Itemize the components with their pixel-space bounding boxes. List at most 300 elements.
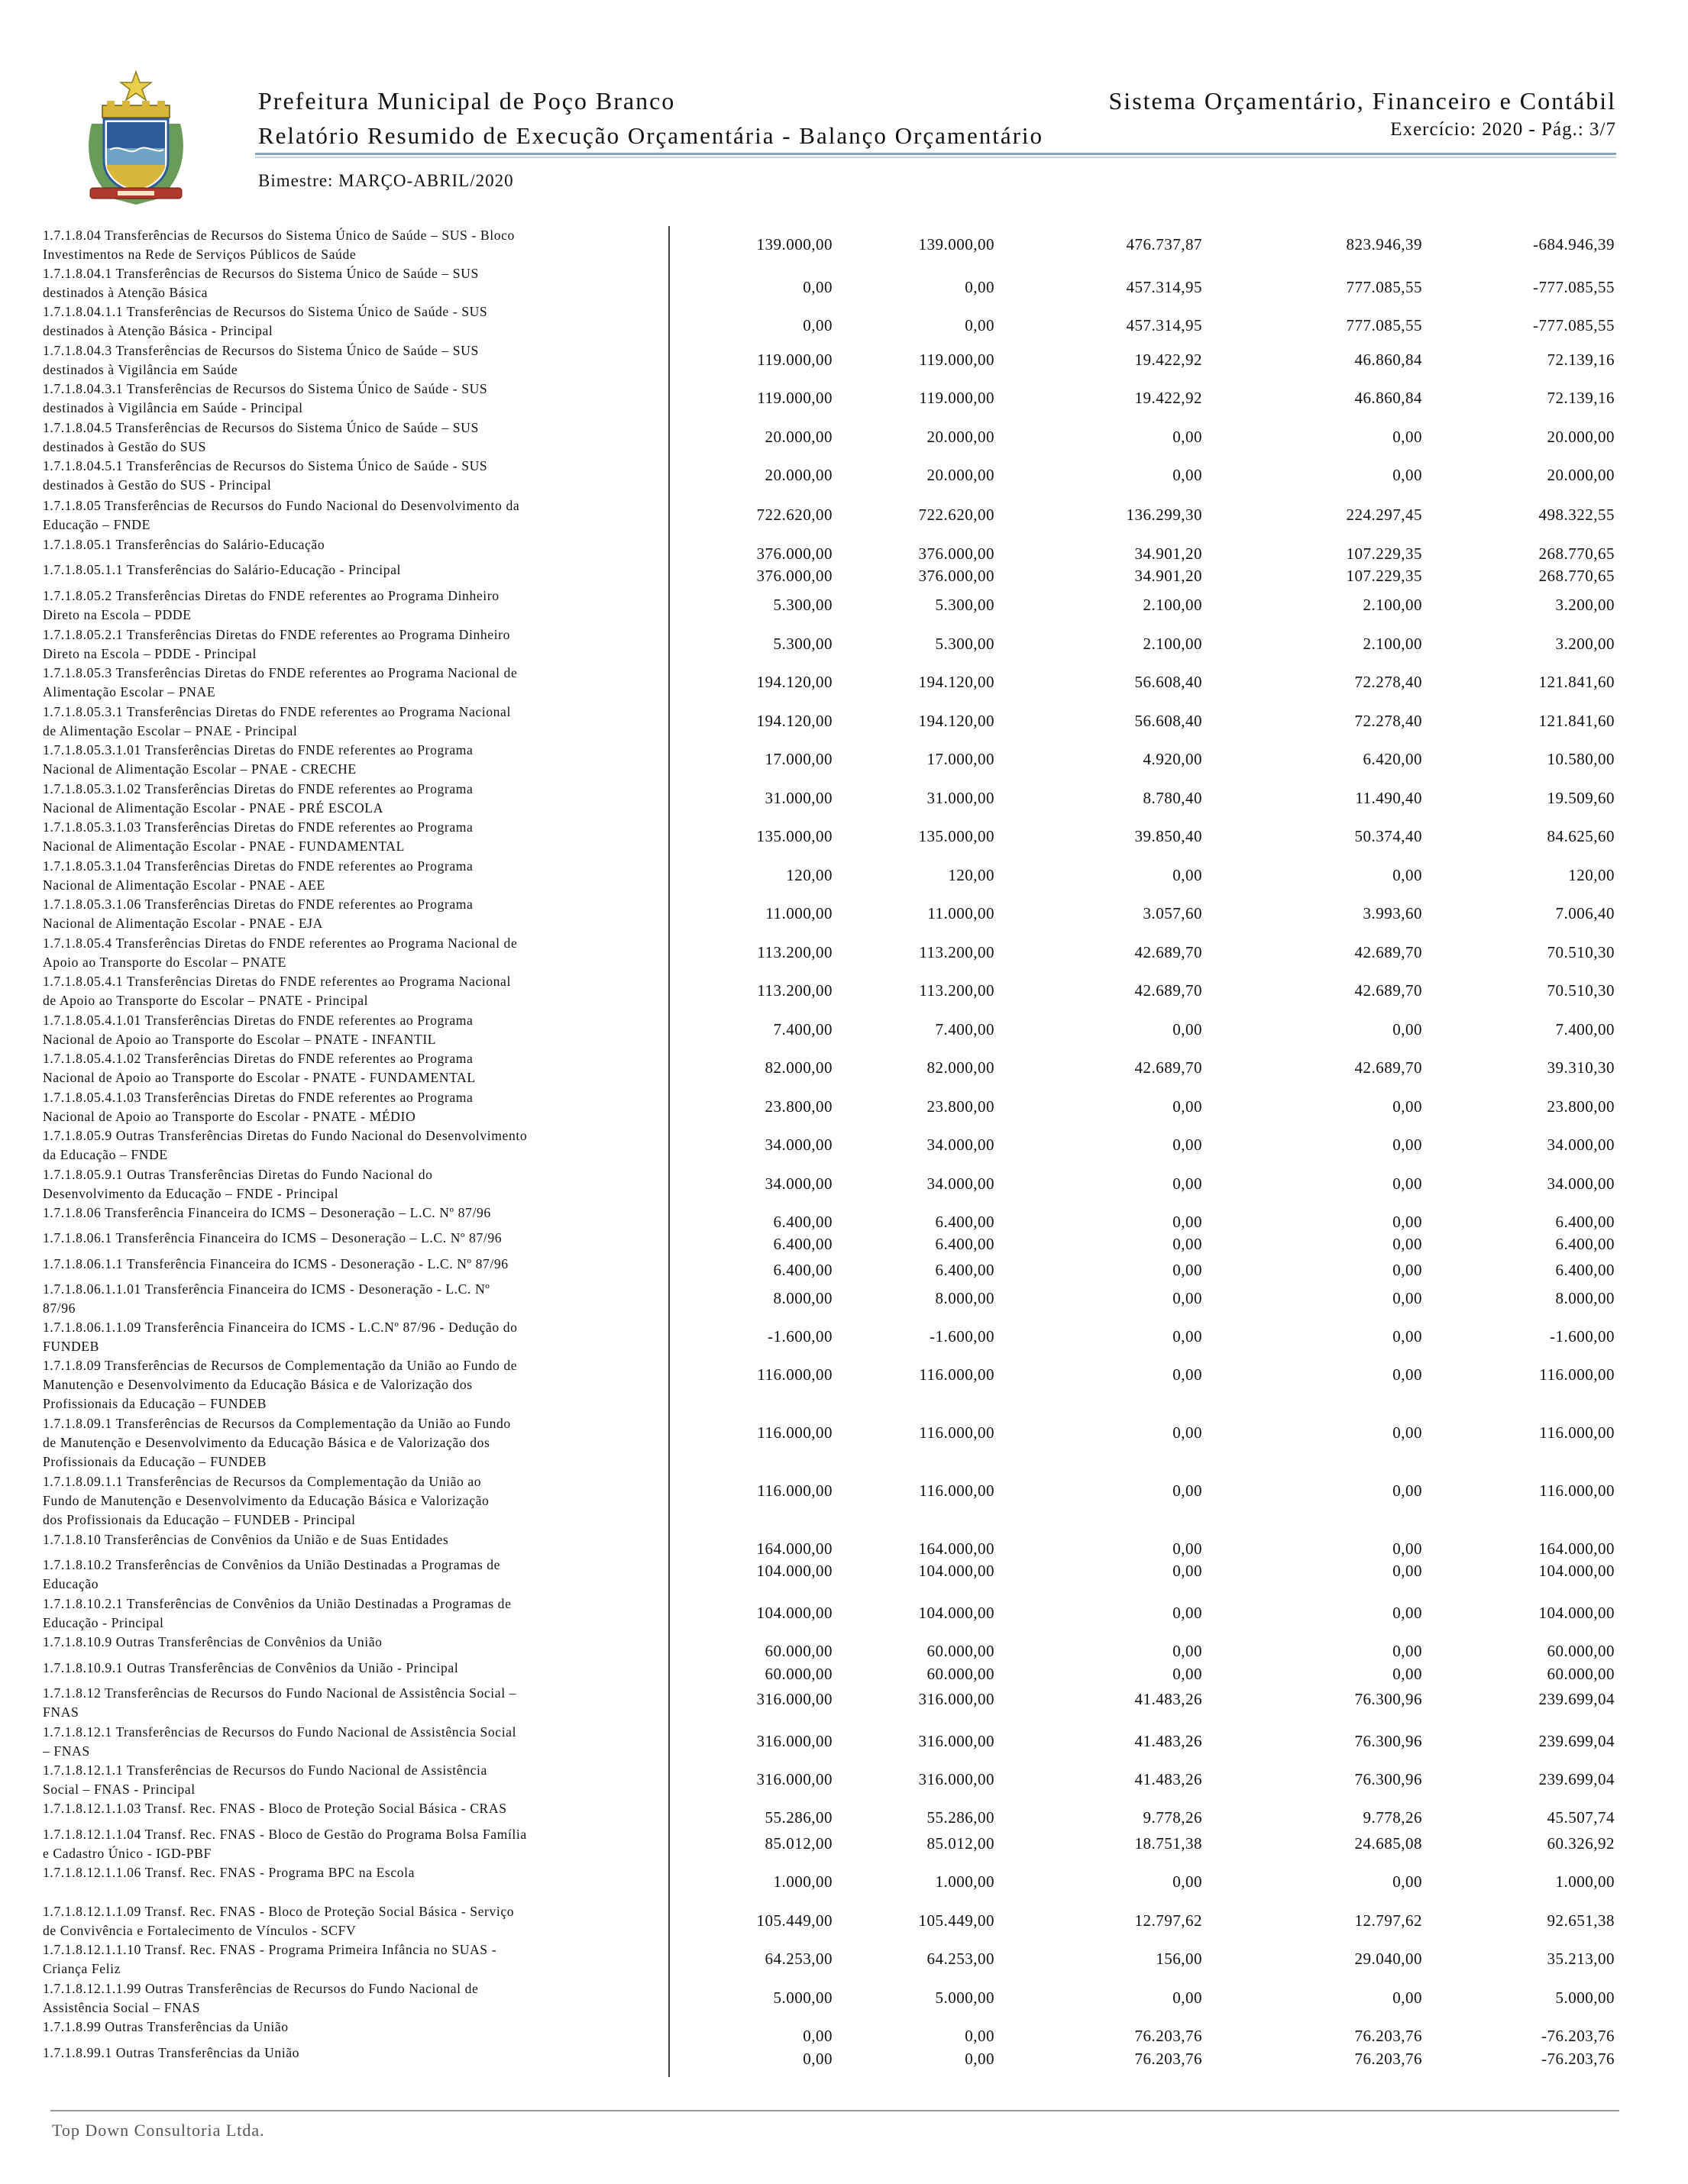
row-value-col1: 194.120,00 [756,712,833,730]
row-value-col4: 72.278,40 [1354,673,1422,691]
row-value-col3: 0,00 [1172,1604,1202,1622]
row-value-col2: 316.000,00 [918,1732,994,1750]
row-value-col2: 113.200,00 [919,981,994,1000]
row-value-col4: 76.300,96 [1354,1690,1422,1708]
row-value-col5: 19.509,60 [1547,789,1615,807]
row-value-col3: 42.689,70 [1134,981,1202,1000]
row-description: 1.7.1.8.05.9 Outras Transferências Diretas do Fundo Nacional do Desenvolvimento da Educação – FNDE [43,1128,528,1162]
row-value-col3: 0,00 [1172,1642,1202,1660]
row-value-col5: 104.000,00 [1538,1562,1615,1580]
row-value-col4: 107.229,35 [1346,567,1422,585]
row-value-col5: 6.400,00 [1555,1235,1615,1253]
row-value-col3: 2.100,00 [1143,596,1202,614]
row-value-col1: 194.120,00 [756,673,833,691]
row-value-col5: -777.085,55 [1533,316,1615,334]
row-description: 1.7.1.8.05.4.1.03 Transferências Diretas do FNDE referentes ao Programa Nacional de Apoio ao Transporte do Escolar - PNATE - MÉDIO [43,1090,474,1124]
row-value-col1: 5.300,00 [773,596,833,614]
row-value-col5: 72.139,16 [1547,389,1615,407]
row-value-col1: 376.000,00 [756,544,833,563]
row-value-col1: 316.000,00 [756,1770,833,1788]
row-value-col5: 164.000,00 [1538,1539,1615,1558]
row-value-col3: 8.780,40 [1143,789,1202,807]
row-value-col3: 34.901,20 [1134,544,1202,563]
row-description: 1.7.1.8.99.1 Outras Transferências da União [43,2045,300,2060]
row-value-col4: 29.040,00 [1354,1950,1422,1968]
row-value-col2: 194.120,00 [918,712,994,730]
row-value-col2: 0,00 [965,316,994,334]
row-description: 1.7.1.8.12.1.1.03 Transf. Rec. FNAS - Bloco de Proteção Social Básica - CRAS [43,1801,507,1816]
row-value-col3: 0,00 [1172,1235,1202,1253]
row-value-col2: 8.000,00 [935,1289,994,1307]
row-value-col3: 56.608,40 [1134,712,1202,730]
row-value-col5: 34.000,00 [1547,1136,1615,1154]
row-value-col4: 0,00 [1392,1235,1422,1253]
row-value-col2: 164.000,00 [918,1539,994,1558]
row-description: 1.7.1.8.12 Transferências de Recursos do Fundo Nacional de Assistência Social – FNAS [43,1685,517,1720]
row-value-col4: 42.689,70 [1354,1058,1422,1077]
row-description: 1.7.1.8.04.5 Transferências de Recursos do Sistema Único de Saúde – SUS destinados à Gestão do SUS [43,420,479,454]
row-value-col4: 2.100,00 [1363,596,1422,614]
row-value-col2: 60.000,00 [926,1665,994,1683]
row-value-col1: 116.000,00 [757,1423,833,1442]
row-value-col2: 20.000,00 [926,466,994,484]
row-value-col4: 0,00 [1392,1020,1422,1039]
row-value-col5: 10.580,00 [1547,750,1615,768]
row-value-col1: 104.000,00 [756,1562,833,1580]
row-value-col2: 316.000,00 [918,1770,994,1788]
row-description: 1.7.1.8.10 Transferências de Convênios da União e de Suas Entidades [43,1532,449,1547]
row-value-col2: 119.000,00 [919,351,994,369]
report-title: Relatório Resumido de Execução Orçamentária - Balanço Orçamentário [258,122,1044,149]
row-value-col5: 20.000,00 [1547,428,1615,446]
row-value-col2: 104.000,00 [918,1562,994,1580]
row-value-col4: 0,00 [1392,1665,1422,1683]
row-value-col1: 113.200,00 [757,981,833,1000]
row-value-col3: 3.057,60 [1143,904,1202,922]
row-value-col1: 0,00 [803,316,833,334]
row-value-col4: 42.689,70 [1354,943,1422,961]
row-value-col5: 60.000,00 [1547,1642,1615,1660]
row-value-col1: 23.800,00 [765,1097,833,1116]
row-description: 1.7.1.8.05.3.1.06 Transferências Diretas do FNDE referentes ao Programa Nacional de Alimentação Escolar - PNAE - EJA [43,897,474,931]
row-value-col5: 92.651,38 [1547,1911,1615,1930]
row-description: 1.7.1.8.05.4.1.01 Transferências Diretas do FNDE referentes ao Programa Nacional de Apoio ao Transporte do Escolar – PNATE - INFANTIL [43,1013,474,1047]
row-value-col3: 457.314,95 [1126,316,1202,334]
row-value-col5: 120,00 [1568,866,1615,884]
exercise-page-info: Exercício: 2020 - Pág.: 3/7 [1390,119,1616,140]
row-value-col3: 41.483,26 [1134,1770,1202,1788]
row-value-col1: 85.012,00 [765,1834,833,1853]
row-value-col2: 6.400,00 [935,1261,994,1279]
row-value-col2: 23.800,00 [926,1097,994,1116]
row-value-col4: 0,00 [1392,1136,1422,1154]
column-divider [668,226,670,2077]
row-value-col2: 11.000,00 [927,904,994,922]
row-value-col5: -76.203,76 [1541,2027,1615,2045]
row-value-col3: 2.100,00 [1143,635,1202,653]
row-value-col1: 60.000,00 [765,1642,833,1660]
row-description: 1.7.1.8.05.4.1 Transferências Diretas do FNDE referentes ao Programa Nacional de Apoio ao Transporte do Escolar – PNATE - Principal [43,974,511,1008]
row-description: 1.7.1.8.99 Outras Transferências da União [43,2019,289,2034]
row-value-col3: 4.920,00 [1143,750,1202,768]
row-value-col4: 12.797,62 [1354,1911,1422,1930]
row-value-col4: 76.300,96 [1354,1770,1422,1788]
row-value-col3: 34.901,20 [1134,567,1202,585]
row-value-col4: 76.300,96 [1354,1732,1422,1750]
row-value-col3: 0,00 [1172,1481,1202,1500]
row-value-col5: 20.000,00 [1547,466,1615,484]
row-value-col3: 0,00 [1172,1562,1202,1580]
row-value-col2: 5.000,00 [935,1989,994,2007]
row-value-col3: 476.737,87 [1126,235,1202,254]
row-value-col4: 107.229,35 [1346,544,1422,563]
row-value-col2: 194.120,00 [918,673,994,691]
row-value-col4: 224.297,45 [1346,506,1422,524]
row-value-col5: 116.000,00 [1539,1481,1615,1500]
row-value-col3: 12.797,62 [1134,1911,1202,1930]
row-value-col3: 0,00 [1172,428,1202,446]
row-value-col1: 722.620,00 [756,506,833,524]
row-value-col4: 0,00 [1392,1423,1422,1442]
row-value-col2: 60.000,00 [926,1642,994,1660]
row-value-col3: 457.314,95 [1126,278,1202,296]
row-value-col1: 0,00 [803,278,833,296]
row-value-col5: 116.000,00 [1539,1365,1615,1384]
row-value-col1: 6.400,00 [773,1261,833,1279]
row-description: 1.7.1.8.05.4.1.02 Transferências Diretas do FNDE referentes ao Programa Nacional de Apoio ao Transporte do Escolar - PNATE - FUNDAMENTAL [43,1051,476,1085]
row-description: 1.7.1.8.09.1 Transferências de Recursos da Complementação da União ao Fundo de Manutenção e Desenvolvimento da Educação Básica e de Valorização dos Profissionais da Educação – FUNDEB [43,1416,511,1469]
row-description: 1.7.1.8.05.2 Transferências Diretas do FNDE referentes ao Programa Dinheiro Direto na Escola – PDDE [43,588,500,622]
row-value-col2: 120,00 [948,866,994,884]
row-value-col5: 6.400,00 [1555,1261,1615,1279]
row-value-col3: 0,00 [1172,866,1202,884]
row-value-col2: 316.000,00 [918,1690,994,1708]
row-value-col5: 7.400,00 [1555,1020,1615,1039]
row-value-col1: 316.000,00 [756,1732,833,1750]
row-value-col5: 104.000,00 [1538,1604,1615,1622]
row-value-col2: 0,00 [965,278,994,296]
row-value-col5: 121.841,60 [1538,673,1615,691]
row-value-col4: 42.689,70 [1354,981,1422,1000]
row-value-col3: 41.483,26 [1134,1732,1202,1750]
row-value-col1: 113.200,00 [757,943,833,961]
row-value-col5: 39.310,30 [1547,1058,1615,1077]
row-value-col3: 19.422,92 [1134,351,1202,369]
row-value-col3: 19.422,92 [1134,389,1202,407]
row-value-col1: 5.000,00 [773,1989,833,2007]
row-value-col4: 0,00 [1392,1365,1422,1384]
row-value-col5: 3.200,00 [1555,596,1615,614]
row-value-col3: 18.751,38 [1134,1834,1202,1853]
row-value-col1: 120,00 [786,866,833,884]
row-description: 1.7.1.8.06.1.1.09 Transferência Financeira do ICMS - L.C.Nº 87/96 - Dedução do FUNDEB [43,1320,518,1354]
row-value-col5: 6.400,00 [1555,1213,1615,1231]
row-description: 1.7.1.8.10.2.1 Transferências de Convênios da União Destinadas a Programas de Educação - Principal [43,1596,512,1630]
row-value-col2: 119.000,00 [919,389,994,407]
row-value-col3: 0,00 [1172,1097,1202,1116]
row-value-col5: 268.770,65 [1538,567,1615,585]
row-value-col5: 1.000,00 [1555,1872,1615,1891]
row-value-col5: 72.139,16 [1547,351,1615,369]
row-value-col3: 136.299,30 [1126,506,1202,524]
row-description: 1.7.1.8.12.1 Transferências de Recursos do Fundo Nacional de Assistência Social – FNAS [43,1724,517,1759]
row-description: 1.7.1.8.05.4 Transferências Diretas do FNDE referentes ao Programa Nacional de Apoio ao Transporte do Escolar – PNATE [43,935,518,970]
row-description: 1.7.1.8.05 Transferências de Recursos do Fundo Nacional do Desenvolvimento da Educação – FNDE [43,498,520,532]
row-description: 1.7.1.8.04 Transferências de Recursos do Sistema Único de Saúde – SUS - Bloco Investimentos na Rede de Serviços Públicos de Saúde [43,228,515,262]
row-value-col2: 17.000,00 [926,750,994,768]
row-description: 1.7.1.8.05.9.1 Outras Transferências Diretas do Fundo Nacional do Desenvolvimento da Educação – FNDE - Principal [43,1167,433,1201]
row-value-col5: 45.507,74 [1547,1808,1615,1827]
row-description: 1.7.1.8.12.1.1.10 Transf. Rec. FNAS - Programa Primeira Infância no SUAS - Criança Feliz [43,1942,497,1976]
row-value-col1: 34.000,00 [765,1174,833,1193]
footer-rule [50,2110,1619,2111]
row-value-col4: 0,00 [1392,1642,1422,1660]
row-value-col5: 60.326,92 [1547,1834,1615,1853]
row-value-col1: 105.449,00 [756,1911,833,1930]
row-value-col2: 135.000,00 [918,827,994,845]
row-value-col3: 9.778,26 [1143,1808,1202,1827]
row-value-col3: 0,00 [1172,1174,1202,1193]
row-value-col4: 0,00 [1392,1174,1422,1193]
row-value-col4: 24.685,08 [1354,1834,1422,1853]
row-description: 1.7.1.8.12.1.1.04 Transf. Rec. FNAS - Bloco de Gestão do Programa Bolsa Família e Cadastro Único - IGD-PBF [43,1827,527,1861]
row-description: 1.7.1.8.12.1.1 Transferências de Recursos do Fundo Nacional de Assistência Social – FNAS - Principal [43,1762,487,1797]
row-value-col2: 104.000,00 [918,1604,994,1622]
row-value-col1: 20.000,00 [765,466,833,484]
row-description: 1.7.1.8.10.9 Outras Transferências de Convênios da União [43,1634,383,1649]
row-value-col5: 121.841,60 [1538,712,1615,730]
row-value-col5: 60.000,00 [1547,1665,1615,1683]
row-value-col2: 1.000,00 [935,1872,994,1891]
row-description: 1.7.1.8.05.2.1 Transferências Diretas do FNDE referentes ao Programa Dinheiro Direto na Escola – PDDE - Principal [43,627,510,661]
row-value-col1: 164.000,00 [756,1539,833,1558]
row-value-col5: 498.322,55 [1538,506,1615,524]
row-value-col2: 34.000,00 [926,1174,994,1193]
row-value-col1: 0,00 [803,2027,833,2045]
row-value-col4: 0,00 [1392,1562,1422,1580]
row-value-col1: 376.000,00 [756,567,833,585]
row-description: 1.7.1.8.10.2 Transferências de Convênios da União Destinadas a Programas de Educação [43,1557,501,1591]
row-value-col4: 0,00 [1392,1213,1422,1231]
org-title: Prefeitura Municipal de Poço Branco [258,87,676,115]
row-description: 1.7.1.8.09.1.1 Transferências de Recursos da Complementação da União ao Fundo de Manutenção e Desenvolvimento da Educação Básica e Valorização dos Profissionais da Educação – FUNDEB - Principal [43,1474,490,1527]
row-description: 1.7.1.8.05.3.1.04 Transferências Diretas do FNDE referentes ao Programa Nacional de Alimentação Escolar - PNAE - AEE [43,858,474,893]
row-value-col4: 9.778,26 [1363,1808,1422,1827]
row-value-col1: 6.400,00 [773,1235,833,1253]
row-value-col2: 5.300,00 [935,635,994,653]
row-value-col3: 76.203,76 [1134,2050,1202,2068]
row-value-col3: 0,00 [1172,1665,1202,1683]
row-value-col2: 0,00 [965,2027,994,2045]
row-value-col2: 6.400,00 [935,1235,994,1253]
row-value-col5: 84.625,60 [1547,827,1615,845]
row-value-col2: 7.400,00 [935,1020,994,1039]
row-value-col4: 823.946,39 [1346,235,1422,254]
row-description: 1.7.1.8.06.1.1.01 Transferência Financeira do ICMS - Desoneração - L.C. Nº 87/96 [43,1281,490,1316]
row-value-col2: 64.253,00 [926,1950,994,1968]
row-value-col4: 0,00 [1392,1327,1422,1346]
row-description: 1.7.1.8.05.1.1 Transferências do Salário-Educação - Principal [43,562,402,577]
row-value-col3: 42.689,70 [1134,943,1202,961]
row-value-col3: 0,00 [1172,1020,1202,1039]
system-title: Sistema Orçamentário, Financeiro e Contábil [1108,87,1616,115]
header-rule-light [255,157,1616,158]
row-value-col4: 0,00 [1392,1872,1422,1891]
row-value-col4: 46.860,84 [1354,351,1422,369]
row-description: 1.7.1.8.06.1 Transferência Financeira do ICMS – Desoneração – L.C. Nº 87/96 [43,1230,503,1245]
row-description: 1.7.1.8.12.1.1.06 Transf. Rec. FNAS - Programa BPC na Escola [43,1865,416,1880]
row-value-col3: 0,00 [1172,1213,1202,1231]
row-value-col4: 6.420,00 [1363,750,1422,768]
row-value-col5: 8.000,00 [1555,1289,1615,1307]
row-value-col3: 0,00 [1172,1423,1202,1442]
row-description: 1.7.1.8.06.1.1 Transferência Financeira do ICMS - Desoneração - L.C. Nº 87/96 [43,1256,509,1271]
row-value-col4: 0,00 [1392,428,1422,446]
row-value-col2: 31.000,00 [926,789,994,807]
row-value-col3: 0,00 [1172,1539,1202,1558]
row-value-col5: 239.699,04 [1538,1770,1615,1788]
row-value-col4: 0,00 [1392,466,1422,484]
row-value-col1: 20.000,00 [765,428,833,446]
row-value-col3: 39.850,40 [1134,827,1202,845]
row-value-col5: 70.510,30 [1547,981,1615,1000]
row-value-col1: -1.600,00 [768,1327,833,1346]
row-value-col2: 113.200,00 [919,943,994,961]
row-value-col1: 316.000,00 [756,1690,833,1708]
row-value-col1: 60.000,00 [765,1665,833,1683]
row-value-col3: 0,00 [1172,1136,1202,1154]
row-value-col3: 42.689,70 [1134,1058,1202,1077]
footer-company: Top Down Consultoria Ltda. [52,2121,265,2140]
row-value-col4: 72.278,40 [1354,712,1422,730]
row-value-col1: 135.000,00 [756,827,833,845]
row-description: 1.7.1.8.04.3 Transferências de Recursos do Sistema Único de Saúde – SUS destinados à Vigilância em Saúde [43,343,479,377]
row-description: 1.7.1.8.05.3 Transferências Diretas do FNDE referentes ao Programa Nacional de Alimentação Escolar – PNAE [43,665,518,699]
row-value-col3: 0,00 [1172,1872,1202,1891]
row-description: 1.7.1.8.04.3.1 Transferências de Recursos do Sistema Único de Saúde - SUS destinados à Vigilância em Saúde - Principal [43,381,488,415]
row-value-col4: 3.993,60 [1363,904,1422,922]
row-value-col1: 1.000,00 [773,1872,833,1891]
row-value-col4: 777.085,55 [1346,316,1422,334]
row-value-col3: 0,00 [1172,1289,1202,1307]
row-description: 1.7.1.8.05.3.1 Transferências Diretas do FNDE referentes ao Programa Nacional de Alimentação Escolar – PNAE - Principal [43,704,511,738]
row-value-col2: 116.000,00 [919,1423,994,1442]
row-value-col2: 0,00 [965,2050,994,2068]
row-value-col5: -777.085,55 [1533,278,1615,296]
row-value-col5: 268.770,65 [1538,544,1615,563]
bimester-label: Bimestre: MARÇO-ABRIL/2020 [258,171,514,190]
row-value-col4: 46.860,84 [1354,389,1422,407]
row-value-col2: 105.449,00 [918,1911,994,1930]
row-value-col5: -1.600,00 [1550,1327,1615,1346]
row-value-col1: 0,00 [803,2050,833,2068]
row-value-col3: 0,00 [1172,466,1202,484]
row-value-col4: 0,00 [1392,1481,1422,1500]
row-value-col3: 76.203,76 [1134,2027,1202,2045]
row-value-col4: 0,00 [1392,1539,1422,1558]
row-value-col5: 5.000,00 [1555,1989,1615,2007]
row-value-col2: 376.000,00 [918,544,994,563]
row-value-col5: 34.000,00 [1547,1174,1615,1193]
row-value-col1: 34.000,00 [765,1136,833,1154]
row-value-col1: 139.000,00 [756,235,833,254]
row-value-col3: 0,00 [1172,1365,1202,1384]
row-value-col1: 8.000,00 [773,1289,833,1307]
row-value-col4: 0,00 [1392,1097,1422,1116]
row-description: 1.7.1.8.04.1 Transferências de Recursos do Sistema Único de Saúde – SUS destinados à Atenção Básica [43,266,479,300]
row-value-col1: 116.000,00 [757,1365,833,1384]
row-value-col1: 64.253,00 [765,1950,833,1968]
row-description: 1.7.1.8.05.1 Transferências do Salário-Educação [43,537,325,552]
row-value-col1: 31.000,00 [765,789,833,807]
row-description: 1.7.1.8.04.1.1 Transferências de Recursos do Sistema Único de Saúde - SUS destinados à Atenção Básica - Principal [43,304,488,338]
row-value-col1: 104.000,00 [756,1604,833,1622]
row-value-col1: 17.000,00 [765,750,833,768]
row-value-col5: 7.006,40 [1555,904,1615,922]
row-description: 1.7.1.8.06 Transferência Financeira do ICMS – Desoneração – L.C. Nº 87/96 [43,1205,491,1220]
row-value-col5: 70.510,30 [1547,943,1615,961]
row-value-col2: 82.000,00 [926,1058,994,1077]
row-value-col5: 3.200,00 [1555,635,1615,653]
row-value-col1: 6.400,00 [773,1213,833,1231]
row-value-col2: 55.286,00 [926,1808,994,1827]
row-value-col1: 116.000,00 [757,1481,833,1500]
row-value-col1: 11.000,00 [765,904,833,922]
row-description: 1.7.1.8.05.3.1.01 Transferências Diretas do FNDE referentes ao Programa Nacional de Alimentação Escolar – PNAE - CRECHE [43,742,474,777]
row-value-col4: 76.203,76 [1354,2050,1422,2068]
header-rule [255,153,1616,155]
row-value-col5: 116.000,00 [1539,1423,1615,1442]
row-value-col5: 35.213,00 [1547,1950,1615,1968]
row-value-col4: 11.490,40 [1355,789,1422,807]
row-value-col4: 0,00 [1392,1604,1422,1622]
row-value-col4: 0,00 [1392,1261,1422,1279]
row-value-col1: 5.300,00 [773,635,833,653]
row-value-col3: 0,00 [1172,1989,1202,2007]
row-description: 1.7.1.8.05.3.1.02 Transferências Diretas do FNDE referentes ao Programa Nacional de Alimentação Escolar - PNAE - PRÉ ESCOLA [43,781,474,816]
row-value-col5: 239.699,04 [1538,1732,1615,1750]
row-value-col3: 0,00 [1172,1327,1202,1346]
row-description: 1.7.1.8.04.5.1 Transferências de Recursos do Sistema Único de Saúde - SUS destinados à Gestão do SUS - Principal [43,458,488,493]
row-description: 1.7.1.8.10.9.1 Outras Transferências de Convênios da União - Principal [43,1660,459,1675]
row-value-col4: 777.085,55 [1346,278,1422,296]
row-value-col4: 0,00 [1392,1989,1422,2007]
row-value-col1: 119.000,00 [757,389,833,407]
row-description: 1.7.1.8.09 Transferências de Recursos de Complementação da União ao Fundo de Manutenção e Desenvolvimento da Educação Básica e de Valorização dos Profissionais da Educação – FUNDEB [43,1358,518,1411]
row-value-col2: 6.400,00 [935,1213,994,1231]
municipal-crest-icon [82,70,189,206]
row-value-col4: 76.203,76 [1354,2027,1422,2045]
row-value-col5: 239.699,04 [1538,1690,1615,1708]
row-value-col4: 50.374,40 [1354,827,1422,845]
row-value-col2: 376.000,00 [918,567,994,585]
row-value-col1: 119.000,00 [757,351,833,369]
row-value-col3: 156,00 [1156,1950,1202,1968]
row-value-col3: 41.483,26 [1134,1690,1202,1708]
row-value-col5: -684.946,39 [1533,235,1615,254]
row-description: 1.7.1.8.05.3.1.03 Transferências Diretas do FNDE referentes ao Programa Nacional de Alimentação Escolar - PNAE - FUNDAMENTAL [43,819,474,854]
row-value-col1: 82.000,00 [765,1058,833,1077]
row-value-col2: 20.000,00 [926,428,994,446]
row-value-col2: 116.000,00 [919,1365,994,1384]
row-value-col2: 85.012,00 [926,1834,994,1853]
row-value-col5: -76.203,76 [1541,2050,1615,2068]
row-value-col2: -1.600,00 [930,1327,994,1346]
row-description: 1.7.1.8.12.1.1.09 Transf. Rec. FNAS - Bloco de Proteção Social Básica - Serviço de Convivência e Fortalecimento de Vínculos - SCFV [43,1904,515,1938]
row-value-col4: 0,00 [1392,1289,1422,1307]
row-value-col3: 0,00 [1172,1261,1202,1279]
row-value-col2: 722.620,00 [918,506,994,524]
